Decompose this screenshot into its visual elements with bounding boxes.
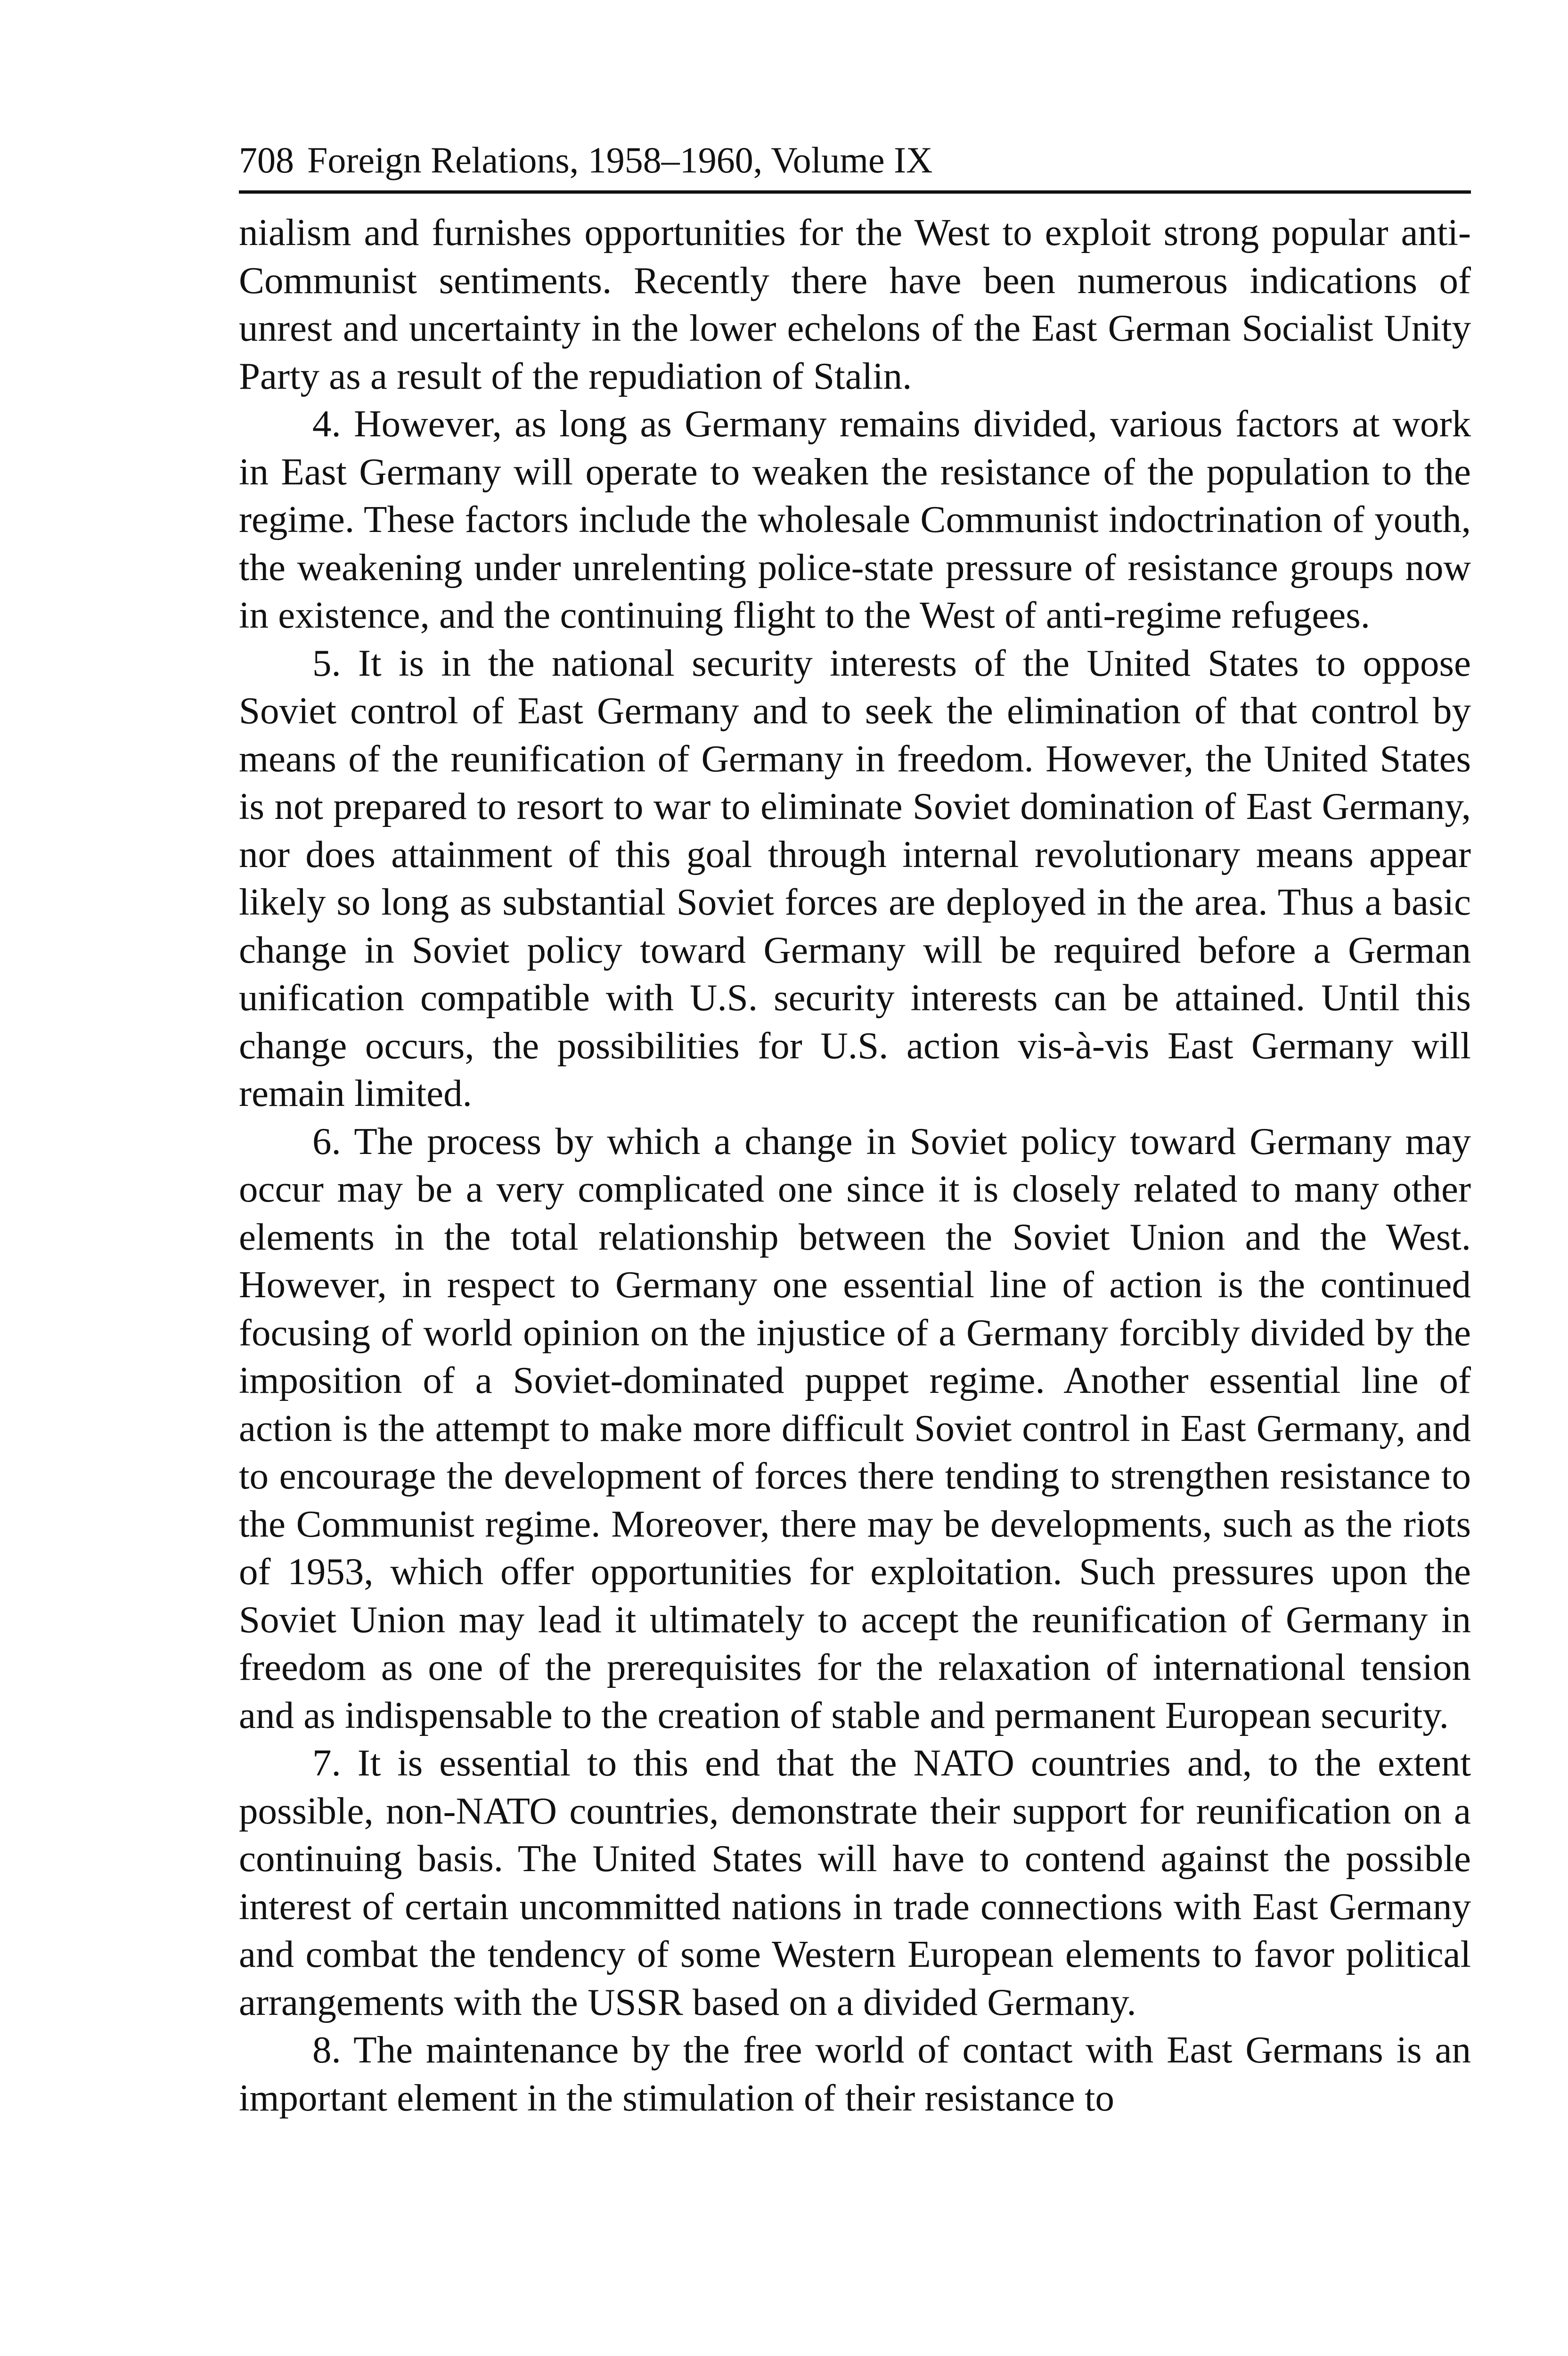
paragraph-7: 7. It is essential to this end that the NATO countries and, to the extent possible, non-NATO countries, demonstrate their support for reunification on a continuing basis. The United States will have to contend against the possible interest of certain uncommitted nations in trade connections with East Germany and combat the tendency of some Western European elements to favor political arrangements with the USSR based on a divided Germany. [239,1742,1471,2023]
document-page [239,137,1471,2122]
paragraph-5: 5. It is in the national security interests of the United States to oppose Soviet control of East Germany and to seek the elimination of that control by means of the reunification of Germany in freedom. However, the United States is not prepared to resort to war to eliminate Soviet domination of East Germany, nor does attainment of this goal through internal revolutionary means appear likely so long as substantial Soviet forces are deployed in the area. Thus a basic change in Soviet policy toward Germany will be required before a German unification compatible with U.S. security interests can be attained. Until this change occurs, the possibilities for U.S. action vis-à-vis East Germany will remain limited. [239,641,1471,1114]
paragraph-6: 6. The process by which a change in Soviet policy toward Germany may occur may be a very complicated one since it is closely related to many other elements in the total relationship between the Soviet Union and the West. However, in respect to Germany one essential line of action is the continued focusing of world opinion on the injustice of a Germany forcibly divided by the imposition of a Soviet-dominated puppet regime. Another essential line of action is the attempt to make more difficult Soviet control in East Germany, and to encourage the development of forces there tending to strengthen resistance to the Communist regime. Moreover, there may be developments, such as the riots of 1953, which offer opportunities for exploitation. Such pressures upon the Soviet Union may lead it ultimately to accept the reunification of Germany in freedom as one of the prerequisites for the relaxation of international tension and as indispensable to the creation of stable and permanent European security. [239,1120,1471,1736]
body-text [239,209,1471,2122]
paragraph-8: 8. The maintenance by the free world of contact with East Germans is an important element in the stimulation of their resistance to [239,2029,1471,2119]
page-number: 708 [239,139,294,180]
running-header [239,137,1471,194]
paragraph-continued: nialism and furnishes opportunities for the West to exploit strong popular anti-Communist sentiments. Recently there have been numerous indications of unrest and uncertainty in the lower echelons of the East German Socialist Unity Party as a result of the repudiation of Stalin. [239,211,1471,397]
header-title: Foreign Relations, 1958–1960, Volume IX [307,139,933,180]
paragraph-4: 4. However, as long as Germany remains divided, various factors at work in East Germany will operate to weaken the resistance of the population to the regime. These factors include the wholesale Communist indoctrination of youth, the weakening under unrelenting police-state pressure of resistance groups now in existence, and the continuing flight to the West of anti-regime refugees. [239,402,1471,636]
